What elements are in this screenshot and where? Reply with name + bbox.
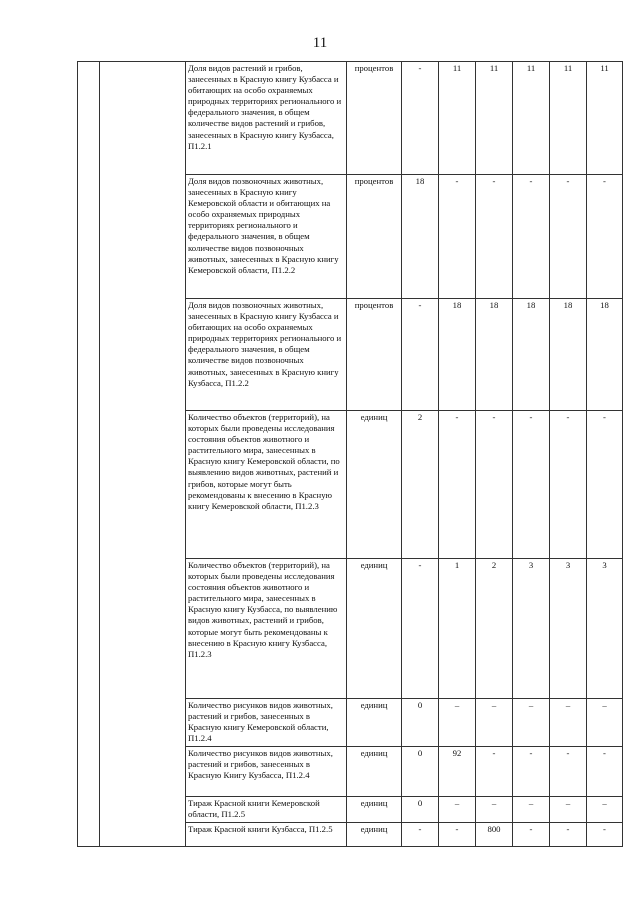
value-cell: - xyxy=(550,747,587,797)
value-cell: - xyxy=(550,411,587,559)
value-cell: 2 xyxy=(402,411,439,559)
unit-cell: единиц xyxy=(347,823,402,847)
indicator-cell: Количество рисунков видов животных, растений и грибов, занесенных в Красную Книгу Кузбасса, П1.2.4 xyxy=(186,747,347,797)
value-cell: – xyxy=(550,699,587,747)
value-cell: 18 xyxy=(439,299,476,411)
value-cell: 800 xyxy=(476,823,513,847)
value-cell: 92 xyxy=(439,747,476,797)
value-cell: – xyxy=(587,797,623,823)
value-cell: - xyxy=(550,175,587,299)
value-cell: 18 xyxy=(513,299,550,411)
value-cell: – xyxy=(513,699,550,747)
value-cell: 2 xyxy=(476,559,513,699)
value-cell: 3 xyxy=(587,559,623,699)
table-row xyxy=(78,62,623,175)
value-cell: – xyxy=(439,699,476,747)
value-cell: 11 xyxy=(587,62,623,175)
indicator-cell: Количество рисунков видов животных, растений и грибов, занесенных в Красную книгу Кемеровской области, П1.2.4 xyxy=(186,699,347,747)
value-cell: - xyxy=(587,823,623,847)
value-cell: - xyxy=(402,299,439,411)
value-cell: - xyxy=(587,747,623,797)
indicator-cell: Доля видов позвоночных животных, занесенных в Красную книгу Кузбасса и обитающих на особо охраняемых природных территориях регионального и федерального значения, в общем количестве видов позвоночных животных, занесенных в Красную книгу Кузбасса, П1.2.2 xyxy=(186,299,347,411)
unit-cell: единиц xyxy=(347,747,402,797)
value-cell: - xyxy=(476,175,513,299)
unit-cell: процентов xyxy=(347,299,402,411)
value-cell: 1 xyxy=(439,559,476,699)
value-cell: - xyxy=(513,823,550,847)
value-cell: - xyxy=(402,62,439,175)
indicators-table xyxy=(77,61,623,847)
value-cell: 11 xyxy=(513,62,550,175)
value-cell: - xyxy=(513,411,550,559)
unit-cell: единиц xyxy=(347,699,402,747)
value-cell: 18 xyxy=(476,299,513,411)
value-cell: - xyxy=(439,411,476,559)
value-cell: - xyxy=(402,559,439,699)
value-cell: - xyxy=(587,411,623,559)
blank-cell xyxy=(100,62,186,847)
value-cell: - xyxy=(439,175,476,299)
unit-cell: процентов xyxy=(347,175,402,299)
value-cell: - xyxy=(439,823,476,847)
value-cell: – xyxy=(439,797,476,823)
unit-cell: единиц xyxy=(347,411,402,559)
value-cell: 11 xyxy=(439,62,476,175)
value-cell: - xyxy=(550,823,587,847)
value-cell: – xyxy=(587,699,623,747)
unit-cell: единиц xyxy=(347,797,402,823)
value-cell: - xyxy=(587,175,623,299)
value-cell: 18 xyxy=(587,299,623,411)
value-cell: - xyxy=(402,823,439,847)
indicator-cell: Тираж Красной книги Кемеровской области, П1.2.5 xyxy=(186,797,347,823)
value-cell: – xyxy=(550,797,587,823)
value-cell: 18 xyxy=(402,175,439,299)
value-cell: - xyxy=(476,411,513,559)
value-cell: 0 xyxy=(402,699,439,747)
value-cell: - xyxy=(476,747,513,797)
value-cell: - xyxy=(513,747,550,797)
value-cell: 0 xyxy=(402,747,439,797)
value-cell: 3 xyxy=(513,559,550,699)
unit-cell: единиц xyxy=(347,559,402,699)
value-cell: 18 xyxy=(550,299,587,411)
unit-cell: процентов xyxy=(347,62,402,175)
page-number: 11 xyxy=(312,35,328,51)
indicator-cell: Тираж Красной книги Кузбасса, П1.2.5 xyxy=(186,823,347,847)
indicator-cell: Количество объектов (территорий), на которых были проведены исследования состояния объектов животного и растительного мира, занесенных в Красную книгу Кузбасса, по выявлению видов животных, растений и грибов, которые могут быть рекомендованы к внесению в Красную книгу Кузбасса, П1.2.3 xyxy=(186,559,347,699)
value-cell: - xyxy=(513,175,550,299)
indicator-cell: Доля видов позвоночных животных, занесенных в Красную книгу Кемеровской области и обитающих на особо охраняемых природных территориях регионального и федерального значения, в общем количестве видов позвоночных животных, занесенных в Красную книгу Кемеровской области, П1.2.2 xyxy=(186,175,347,299)
indicator-cell: Количество объектов (территорий), на которых были проведены исследования состояния объектов животного и растительного мира, занесенных в Красную книгу Кемеровской области, по выявлению видов животных, растений и грибов, которые могут быть рекомендованы к внесению в Красную книгу Кемеровской области, П1.2.3 xyxy=(186,411,347,559)
blank-cell xyxy=(78,62,100,847)
value-cell: 0 xyxy=(402,797,439,823)
indicator-cell: Доля видов растений и грибов, занесенных в Красную книгу Кузбасса и обитающих на особо охраняемых природных территориях регионального и федерального значения, в общем количестве видов растений и грибов, занесенных в Красную книгу Кузбасса, П1.2.1 xyxy=(186,62,347,175)
value-cell: – xyxy=(513,797,550,823)
value-cell: – xyxy=(476,797,513,823)
value-cell: 11 xyxy=(550,62,587,175)
value-cell: 3 xyxy=(550,559,587,699)
value-cell: – xyxy=(476,699,513,747)
value-cell: 11 xyxy=(476,62,513,175)
